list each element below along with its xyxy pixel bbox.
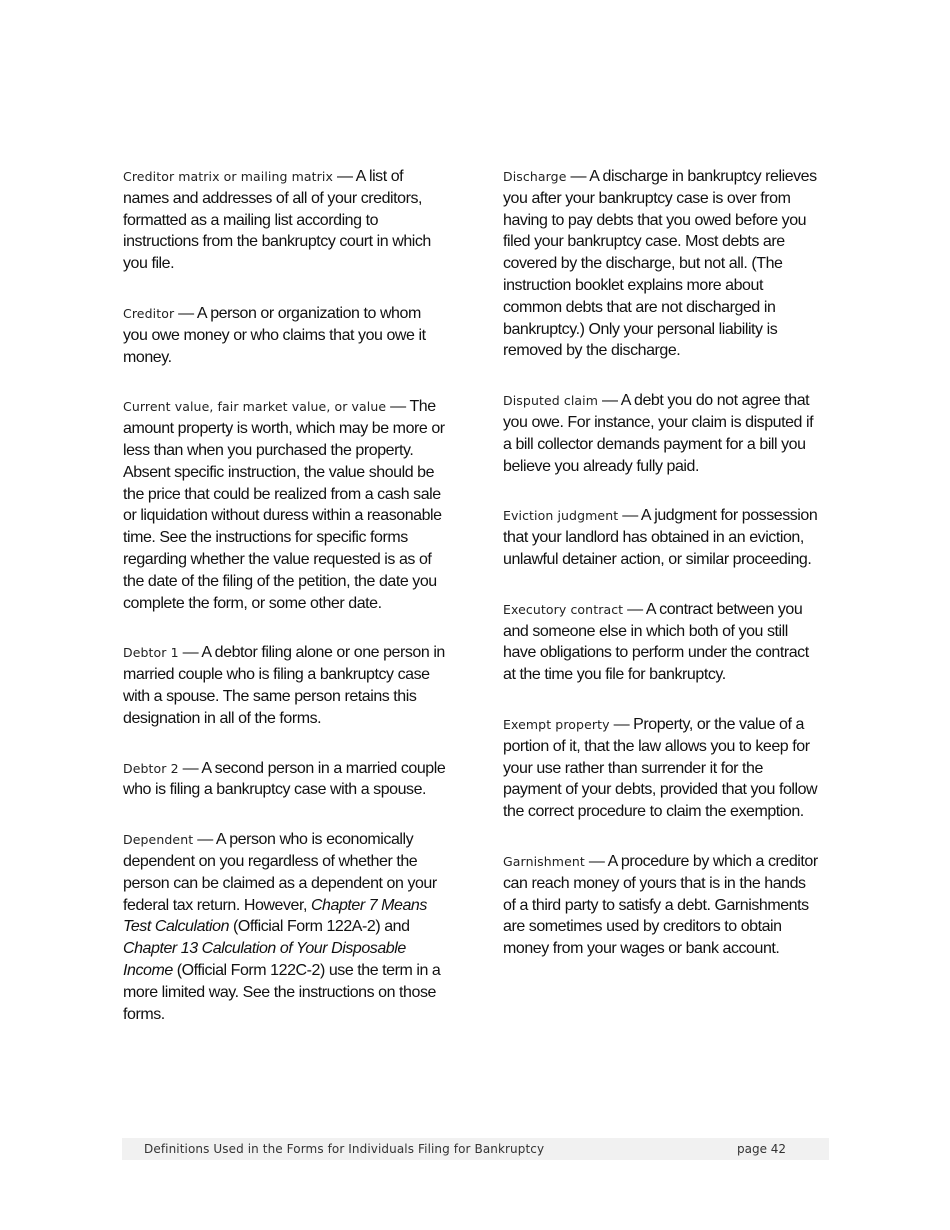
definition-entry: Dependent — A person who is economically dependent on you regardless of whether the person can be claimed as a dependent on your federal tax return. However, Chapter 7 Means Test Calculation (Official Form 122A-2) and Chapter 13 Calculation of Your Disposable Income (Official Form 122C-2) use the term in a more limited way. See the instructions on those forms. <box>123 831 441 1023</box>
left-column <box>123 166 449 1053</box>
definition-text: A judgment for possession that your landlord has obtained in an eviction, unlawful detainer action, or similar proceeding. <box>503 507 818 568</box>
definition-term: Creditor matrix or mailing matrix <box>123 169 333 184</box>
definition-text: The amount property is worth, which may be more or less than when you purchased the property. Absent specific instruction, the value should be the price that could be realized from a cash sale or liquidation without duress within a reasonable time. See the instructions for specific forms regarding whether the value requested is as of the date of the filing of the petition, the date you complete the form, or some other date. <box>123 398 445 612</box>
definition-text: A debt you do not agree that you owe. For instance, your claim is disputed if a bill collector demands payment for a bill you believe you already fully paid. <box>503 392 814 475</box>
definition-text: (Official Form 122A-2) and <box>229 918 410 936</box>
definition-text: A debtor filing alone or one person in married couple who is filing a bankruptcy case with a spouse. The same person retains this designation in all of the forms. <box>123 644 445 727</box>
definition-term: Debtor 2 <box>123 760 179 776</box>
right-column <box>503 166 821 988</box>
definition-text: A procedure by which a creditor can reach money of yours that is in the hands of a third party to satisfy a debt. Garnishments are sometimes used by creditors to obtain money from your wages or bank account. <box>503 852 818 958</box>
definition-entry: Disputed claim — A debt you do not agree that you owe. For instance, your claim is disputed if a bill collector demands payment for a bill you believe you already fully paid. <box>503 392 814 475</box>
definition-term: Eviction judgment <box>503 508 619 524</box>
footer-title: Definitions Used in the Forms for Individuals Filing for Bankruptcy <box>144 1142 545 1156</box>
definition-entry: Executory contract — A contract between you and someone else in which both of you still have obligations to perform under the contract at the time you file for bankruptcy. <box>503 600 809 684</box>
definition-term: Debtor 1 <box>123 645 179 661</box>
definition-term: Garnishment <box>503 853 585 869</box>
definition-text: Property, or the value of a portion of it, that the law allows you to keep for your use rather than surrender it for the payment of your debts, provided that you follow the correct procedure to claim the exemption. <box>503 715 818 821</box>
definition-text: A list of names and addresses of all of your creditors, formatted as a mailing list according to instructions from the bankruptcy court in which you file. <box>123 168 431 273</box>
definition-text: A person or organization to whom you owe money or who claims that you owe it money. <box>123 304 426 366</box>
definition-entry: Garnishment — A procedure by which a creditor can reach money of yours that is in the hands of a third party to satisfy a debt. Garnishments are sometimes used by creditors to obtain money from your wages or bank account. <box>503 852 818 958</box>
definition-text: (Official Form 122C-2) use the term in a more limited way. See the instructions on those forms. <box>123 961 441 1023</box>
definition-entry: Debtor 2 — A second person in a married couple who is filing a bankruptcy case with a spouse. <box>123 759 446 799</box>
definition-term: Disputed claim <box>503 393 599 409</box>
definition-text: A person who is economically dependent on you regardless of whether the person can be claimed as a dependent on your federal tax return. However, <box>123 831 437 914</box>
definition-term: Exempt property <box>503 716 610 732</box>
definition-term: Creditor <box>123 305 175 321</box>
definition-entry: Creditor — A person or organization to whom you owe money or who claims that you owe it money. <box>123 304 426 366</box>
definition-text: A discharge in bankruptcy relieves you after your bankruptcy case is over from having to pay debts that you owed before you filed your bankruptcy case. Most debts are covered by the discharge, but not all. (The instruction booklet explains more about common debts that are not discharged in bankruptcy.) Only your personal liability is removed by the discharge. <box>503 168 817 360</box>
definition-entry: Creditor matrix or mailing matrix — A list of names and addresses of all of your creditors, formatted as a mailing list according to instructions from the bankruptcy court in which you file. <box>123 168 431 273</box>
definition-entry: Debtor 1 — A debtor filing alone or one person in married couple who is filing a bankruptcy case with a spouse. The same person retains this designation in all of the forms. <box>123 644 445 727</box>
page-number: page 42 <box>737 1142 787 1156</box>
form-title-italic: Chapter 7 Means Test Calculation <box>123 896 427 936</box>
definition-entry: Discharge — A discharge in bankruptcy relieves you after your bankruptcy case is over from having to pay debts that you owed before you filed your bankruptcy case. Most debts are covered by the discharge, but not all. (The instruction booklet explains more about common debts that are not discharged in bankruptcy.) Only your personal liability is removed by the discharge. <box>503 168 817 360</box>
definition-term: Executory contract <box>503 601 624 617</box>
definition-entry: Exempt property — Property, or the value of a portion of it, that the law allows you to keep for your use rather than surrender it for the payment of your debts, provided that you follow the correct procedure to claim the exemption. <box>503 715 818 821</box>
definition-text: A contract between you and someone else in which both of you still have obligations to perform under the contract at the time you file for bankruptcy. <box>503 600 809 684</box>
form-title-italic: Chapter 13 Calculation of Your Disposable Income <box>123 940 406 979</box>
definition-term: Discharge <box>503 169 567 184</box>
definition-entry: Eviction judgment — A judgment for possession that your landlord has obtained in an eviction, unlawful detainer action, or similar proceeding. <box>503 507 818 568</box>
page-footer <box>122 1138 829 1160</box>
definition-term: Current value, fair market value, or value <box>123 399 387 415</box>
definition-text: A second person in a married couple who is filing a bankruptcy case with a spouse. <box>123 759 446 799</box>
definition-entry: Current value, fair market value, or value — The amount property is worth, which may be more or less than when you purchased the property. Absent specific instruction, the value should be the price that could be realized from a cash sale or liquidation without duress within a reasonable time. See the instructions for specific forms regarding whether the value requested is as of the date of the filing of the petition, the date you complete the form, or some other date. <box>123 398 445 612</box>
definition-term: Dependent <box>123 832 194 848</box>
